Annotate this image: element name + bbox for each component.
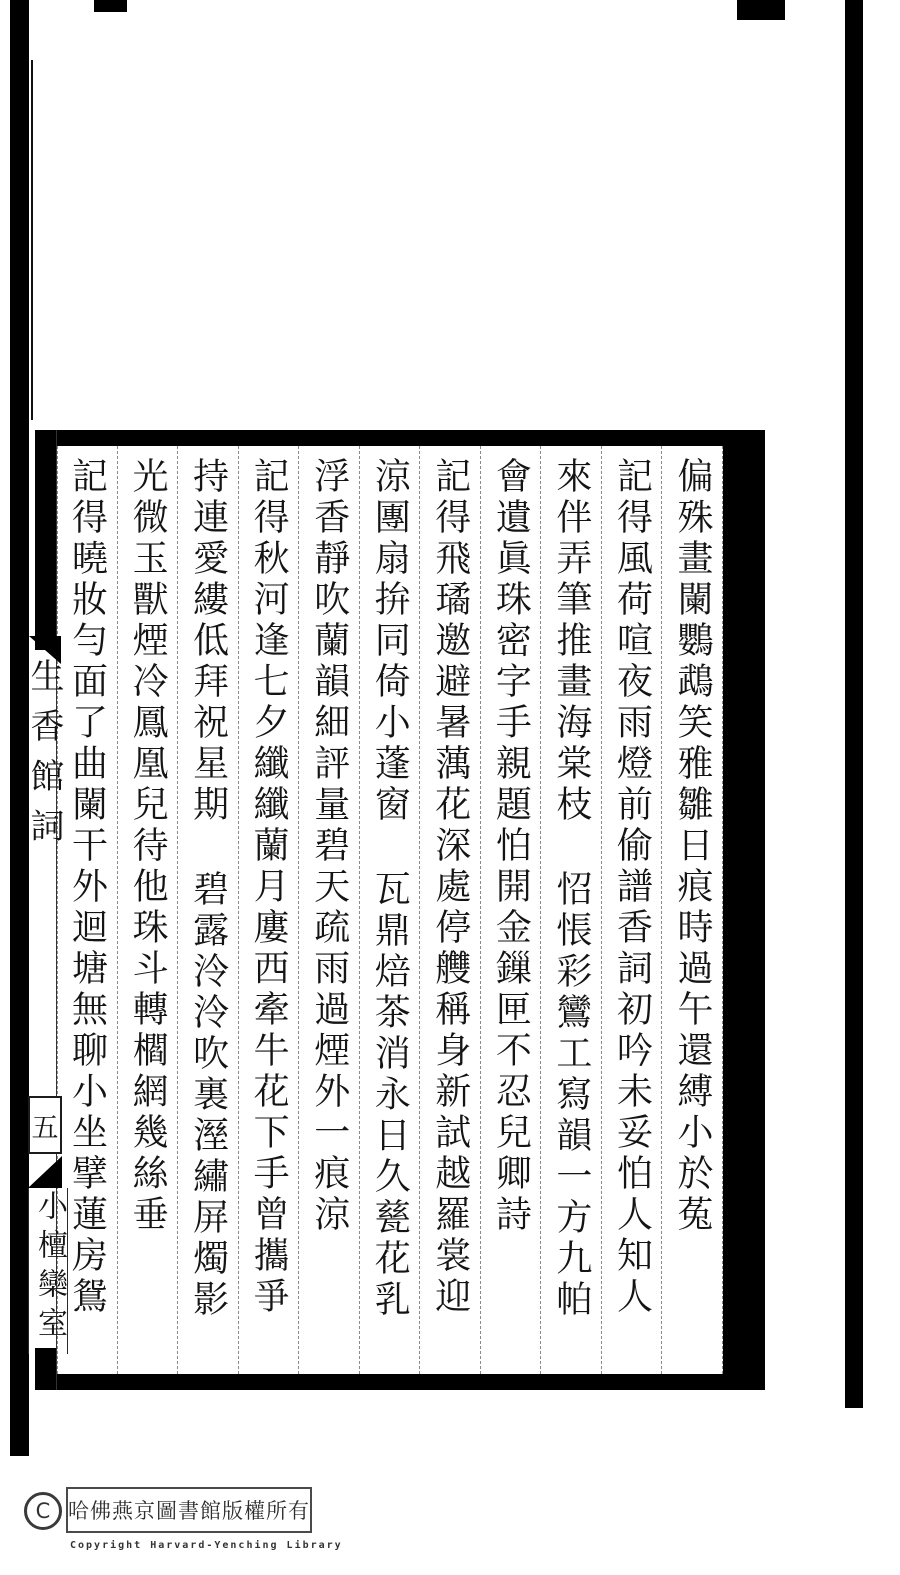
text-column: 持連愛縷低拜祝星期碧露泠泠吹裏溼繡屏燭影 xyxy=(178,446,239,1374)
left-spine-line xyxy=(31,60,33,420)
spine-studio-label: 小檀欒室 xyxy=(28,1188,68,1354)
frame-border-right xyxy=(723,430,765,1390)
text-column: 涼團扇拚同倚小蓬窗瓦鼎焙茶消永日久甆花乳 xyxy=(360,446,421,1374)
text-column: 會遺眞珠密字手親題怕開金鏁匣不忍兒卿詩 xyxy=(481,446,542,1374)
top-right-scan-mark xyxy=(737,0,785,20)
text-column: 記得風荷喧夜雨燈前偷譜香詞初吟未妥怕人知人 xyxy=(602,446,663,1374)
text-column: 記得飛璚邀避暑蕅花深處停艭稱身新試越羅裳迎 xyxy=(420,446,481,1374)
text-column: 來伴弄筆推畫海棠枝怊悵彩鸞工寫韻一方九帕 xyxy=(541,446,602,1374)
page-number-box xyxy=(28,1096,62,1154)
frame-border-left-lower xyxy=(35,1348,57,1390)
spine-title-label: 生香館詞 xyxy=(24,658,64,858)
library-stamp-box xyxy=(66,1487,312,1533)
text-column: 記得秋河逢七夕纖纖蘭月廔西牽牛花下手曾攜爭 xyxy=(239,446,300,1374)
library-stamp-text: 哈佛燕京圖書館版權所有 xyxy=(68,1499,310,1523)
page-number: 五 xyxy=(31,1112,59,1144)
frame-border-bottom xyxy=(35,1374,765,1390)
text-column: 記得曉妝勻面了曲闌干外迴塘無聊小坐擘蓮房鴛 xyxy=(57,446,118,1374)
top-left-scan-mark xyxy=(94,0,127,12)
text-columns xyxy=(57,446,723,1374)
right-edge-band xyxy=(845,0,863,1408)
text-column: 偏殊畫闌鸚鵡笑雅雛日痕時過午還縛小於菟 xyxy=(662,446,723,1374)
frame-border-top xyxy=(35,430,765,446)
text-column: 光微玉獸煙冷鳳凰兒待他珠斗轉櫩網幾絲垂 xyxy=(118,446,179,1374)
frame-border-left-upper xyxy=(35,430,57,650)
copyright-symbol-icon: C xyxy=(24,1492,62,1530)
text-column: 浮香靜吹蘭韻細評量碧天疏雨過煙外一痕涼 xyxy=(299,446,360,1374)
library-stamp-english: Copyright Harvard-Yenching Library xyxy=(70,1540,343,1551)
